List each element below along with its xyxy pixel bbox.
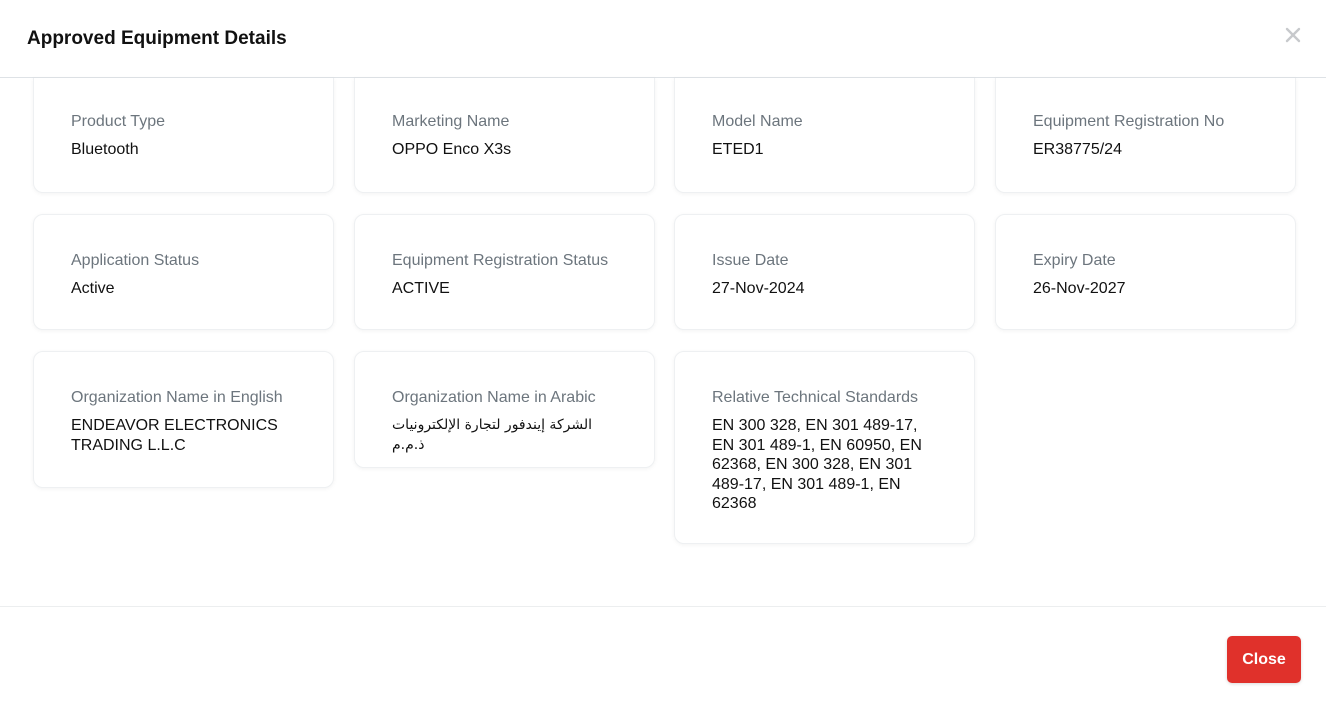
field-card-organization-name-english xyxy=(33,351,334,488)
field-label: Relative Technical Standards xyxy=(712,389,919,406)
field-label: Issue Date xyxy=(712,252,789,269)
field-label: Application Status xyxy=(71,252,200,269)
field-value: 27-Nov-2024 xyxy=(712,280,805,297)
field-label: Equipment Registration No xyxy=(1033,113,1225,130)
field-label: Marketing Name xyxy=(392,113,510,130)
close-button[interactable]: Close xyxy=(1227,636,1301,683)
field-card-organization-name-arabic xyxy=(354,351,655,468)
modal-body xyxy=(0,78,1326,606)
field-card-product-type xyxy=(33,78,334,193)
field-card-equipment-registration-no xyxy=(995,78,1296,193)
field-label: Organization Name in Arabic xyxy=(392,389,596,406)
field-value: 26-Nov-2027 xyxy=(1033,280,1126,297)
field-card-expiry-date xyxy=(995,214,1296,330)
field-value: ETED1 xyxy=(712,141,764,158)
field-card-relative-technical-standards xyxy=(674,351,975,544)
field-value: EN 300 328, EN 301 489-17, EN 301 489-1, EN 60950, EN 62368, EN 300 328, EN 301 489-17, EN 301 489-1, EN 62368 xyxy=(712,417,922,512)
field-value: ENDEAVOR ELECTRONICS TRADING L.L.C xyxy=(71,417,278,454)
field-label: Organization Name in English xyxy=(71,389,283,406)
field-card-application-status xyxy=(33,214,334,330)
field-label: Product Type xyxy=(71,113,165,130)
field-card-model-name xyxy=(674,78,975,193)
field-label: Equipment Registration Status xyxy=(392,252,609,269)
field-value: الشركة إيندفور لتجارة الإلكترونيات ذ.م.م xyxy=(392,417,592,453)
field-value: ACTIVE xyxy=(392,280,450,297)
modal-footer xyxy=(0,606,1326,710)
field-card-equipment-registration-status xyxy=(354,214,655,330)
field-label: Expiry Date xyxy=(1033,252,1116,269)
field-value: OPPO Enco X3s xyxy=(392,141,512,158)
field-card-marketing-name xyxy=(354,78,655,193)
field-card-issue-date xyxy=(674,214,975,330)
field-label: Model Name xyxy=(712,113,803,130)
field-value: ER38775/24 xyxy=(1033,141,1122,158)
close-icon[interactable] xyxy=(1282,24,1304,46)
field-value: Bluetooth xyxy=(71,141,139,158)
modal-header xyxy=(0,0,1326,78)
modal-title: Approved Equipment Details xyxy=(27,28,287,49)
field-value: Active xyxy=(71,280,115,297)
